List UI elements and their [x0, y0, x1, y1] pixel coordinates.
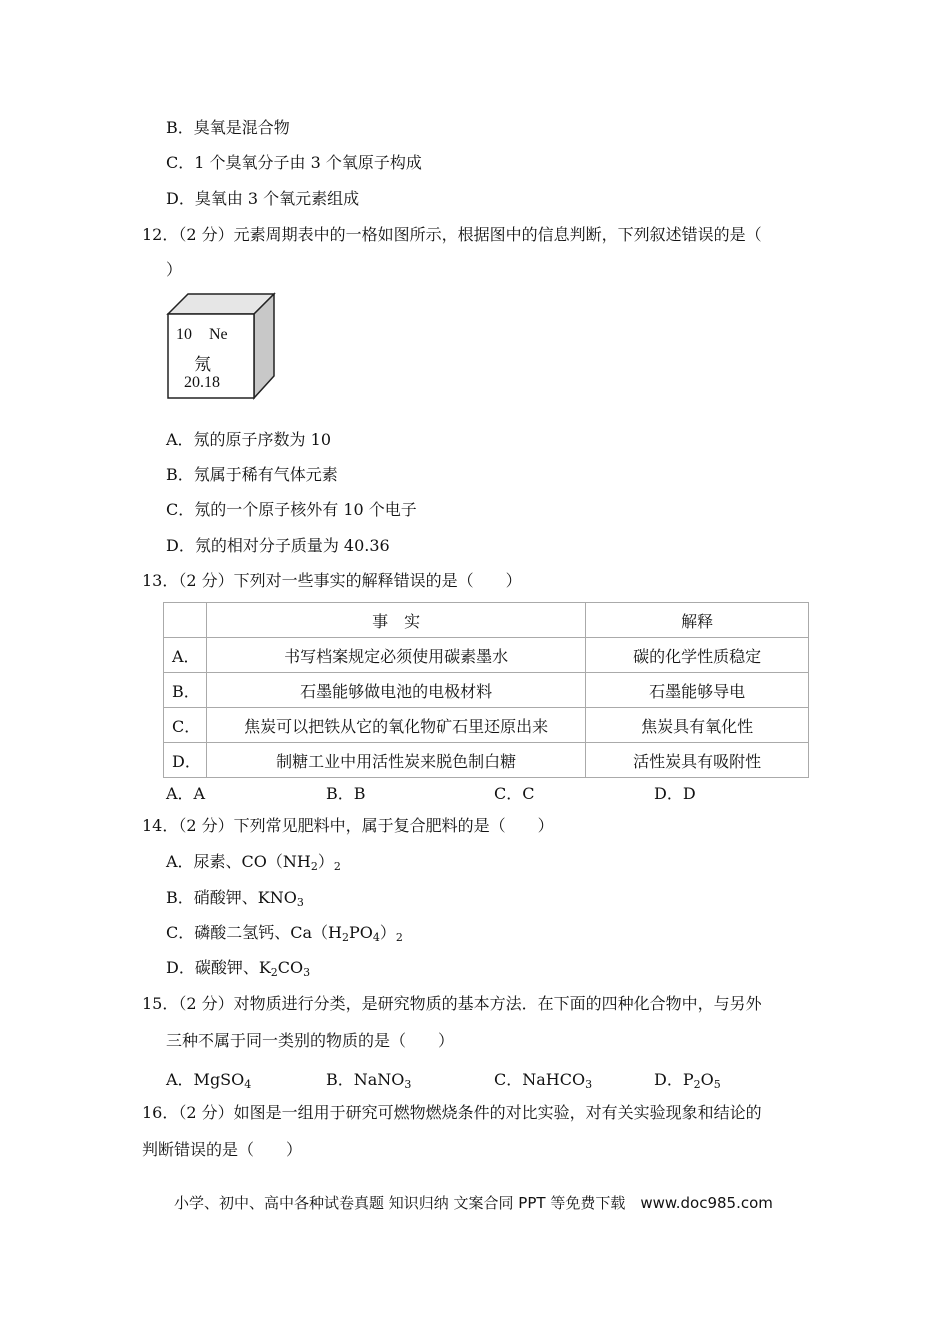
q14-option-b: B．硝酸钾、$KNO_3$ — [166, 888, 304, 909]
table-cell: 制糖工业中用活性炭来脱色制白糖 — [206, 743, 585, 778]
table-cell: 活性炭具有吸附性 — [586, 743, 809, 778]
table-cell: C． — [164, 708, 207, 743]
q14-stem: 14．（2 分）下列常见肥料中，属于复合肥料的是（ ） — [142, 816, 554, 835]
q11-option-c: C．1 个臭氧分子由 3 个氧原子构成 — [166, 153, 422, 172]
table-cell: 焦炭具有氧化性 — [586, 708, 809, 743]
q12-stem-end: ） — [166, 260, 183, 279]
q13-choice-c: C．C — [494, 784, 535, 803]
q12-option-c: C．氖的一个原子核外有 10 个电子 — [166, 500, 417, 519]
atomic-mass: 20.18 — [184, 374, 220, 391]
q13-stem: 13．（2 分）下列对一些事实的解释错误的是（ ） — [142, 571, 522, 590]
table-header-cell — [164, 603, 207, 638]
table-cell: 石墨能够做电池的电极材料 — [206, 673, 585, 708]
table-cell: 焦炭可以把铁从它的氧化物矿石里还原出来 — [206, 708, 585, 743]
q16-stem-line2: 判断错误的是（ ） — [142, 1140, 303, 1159]
q13-choice-b: B．B — [326, 784, 366, 803]
q12-stem: 12．（2 分）元素周期表中的一格如图所示，根据图中的信息判断，下列叙述错误的是（ — [142, 225, 762, 244]
q15-choice-b: B．NaNO$_3$ — [326, 1070, 412, 1091]
table-cell: 石墨能够导电 — [586, 673, 809, 708]
q12-option-d: D．氖的相对分子质量为 40.36 — [166, 536, 390, 555]
table-cell: D． — [164, 743, 207, 778]
atomic-number: 10 — [176, 326, 192, 343]
q15-choice-d: D．$P_2O_5$ — [654, 1070, 721, 1091]
q14-option-c: C．磷酸二氢钙、$Ca(H_2PO_4)_2$ — [166, 923, 403, 944]
table-cell: 碳的化学性质稳定 — [586, 638, 809, 673]
table-row — [164, 673, 809, 708]
table-cell: B． — [164, 673, 207, 708]
page-footer: 小学、初中、高中各种试卷真题 知识归纳 文案合同 PPT 等免费下载 www.doc985.com — [174, 1194, 773, 1212]
q13-choice-a: A．A — [166, 784, 206, 803]
table-row — [164, 743, 809, 778]
table-cell: A． — [164, 638, 207, 673]
facts-table — [163, 602, 809, 778]
table-header-cell: 事 实 — [206, 603, 585, 638]
q12-option-b: B．氖属于稀有气体元素 — [166, 465, 338, 484]
q15-stem-line1: 15．（2 分）对物质进行分类，是研究物质的基本方法．在下面的四种化合物中，与另外 — [142, 994, 762, 1013]
q15-choice-a: A．MgSO$_4$ — [166, 1070, 252, 1091]
q11-option-d: D．臭氧由 3 个氧元素组成 — [166, 189, 360, 208]
table-header-row — [164, 603, 809, 638]
q16-stem-line1: 16．（2 分）如图是一组用于研究可燃物燃烧条件的对比实验，对有关实验现象和结论的 — [142, 1103, 762, 1122]
q13-choice-d: D．D — [654, 784, 696, 803]
q11-option-b: B．臭氧是混合物 — [166, 118, 290, 137]
q14-option-d: D．碳酸钾、$K_2CO_3$ — [166, 958, 311, 979]
q15-choice-c: C．NaHCO$_3$ — [494, 1070, 593, 1091]
q12-option-a: A．氖的原子序数为 10 — [166, 430, 332, 449]
q14-option-a: A．尿素、$CO(NH_2)_2$ — [166, 852, 341, 873]
periodic-table-cell — [166, 292, 276, 400]
element-symbol: Ne — [209, 326, 228, 343]
element-name: 氖 — [194, 355, 211, 375]
table-row — [164, 638, 809, 673]
table-cell: 书写档案规定必须使用碳素墨水 — [206, 638, 585, 673]
periodic-cell-drawing — [166, 292, 276, 400]
table-header-cell: 解释 — [586, 603, 809, 638]
table-row — [164, 708, 809, 743]
q15-stem-line2: 三种不属于同一类别的物质的是（ ） — [166, 1031, 455, 1050]
